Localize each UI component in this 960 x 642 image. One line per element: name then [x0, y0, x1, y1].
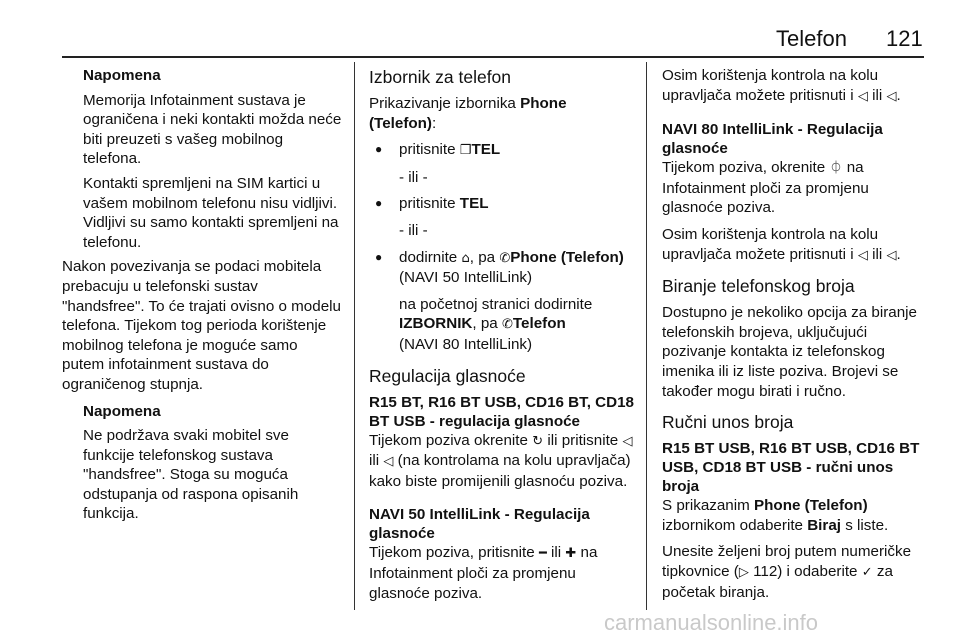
- list-subtext: na početnoj stranici dodirnite IZBORNIK, pa ✆Telefon (NAVI 80 IntelliLink): [399, 295, 593, 353]
- page-reference-icon: ▷: [738, 564, 749, 580]
- volume-down-icon: ◁: [383, 454, 394, 470]
- or-separator: - ili -: [399, 168, 428, 186]
- volume-up-icon: ◁: [857, 247, 868, 263]
- rotary-knob-icon: ⏀: [829, 161, 843, 177]
- note-title: Napomena: [83, 67, 161, 84]
- note-text: Ne podržava svaki mobitel sve funkcije telefonskog sustava "handsfree". Stoga su moguća odstupanja od raspona opisanih funkcija.: [83, 427, 299, 523]
- note-2: [62, 402, 342, 525]
- minus-icon: ━: [538, 546, 547, 562]
- paragraph: S prikazanim Phone (Telefon) izbornikom odaberite Biraj s liste.: [662, 497, 889, 534]
- checkmark-icon: ✓: [861, 564, 873, 580]
- section-heading: Biranje telefonskog broja: [662, 276, 855, 297]
- subsection-heading: R15 BT USB, R16 BT USB, CD16 BT USB, CD18 BT USB - ručni unos broja: [662, 440, 920, 496]
- page-header: [0, 26, 960, 56]
- paragraph: Tijekom poziva, pritisnite ━ ili ✚ na Infotainment ploči za promjenu glasnoće poziva.: [369, 544, 598, 602]
- list-item: ● pritisnite ❒TEL: [369, 140, 634, 161]
- note-text: Memorija Infotainment sustava je ograničena i neki kontakti možda neće biti preuzeti s vašeg mobilnog telefona.: [83, 91, 342, 168]
- subsection-heading: NAVI 50 IntelliLink - Regulacija glasnoće: [369, 506, 590, 543]
- paragraph: Dostupno je nekoliko opcija za biranje telefonskih brojeva, uključujući pozivanje kontakta iz telefonskog imenika ili iz liste poziva. Brojevi se također mogu birati i ručno.: [662, 304, 917, 400]
- phone-button-icon: ❒: [459, 143, 472, 159]
- note-title: Napomena: [83, 402, 161, 420]
- header-rule: [62, 56, 924, 58]
- phone-icon: ✆: [501, 317, 513, 333]
- column-2: [369, 66, 634, 610]
- or-separator: - ili -: [399, 221, 428, 239]
- column-1: [62, 66, 342, 529]
- phone-icon: ✆: [499, 250, 511, 266]
- note-1: [62, 66, 342, 252]
- paragraph: Tijekom poziva, okrenite ⏀ na Infotainment ploči za promjenu glasnoće poziva.: [662, 159, 869, 217]
- watermark: carmanualsonline.info: [604, 610, 819, 635]
- paragraph: Osim korištenja kontrola na kolu upravljača možete pritisnuti i ◁ ili ◁.: [662, 67, 901, 104]
- page-number: 121: [886, 26, 923, 51]
- rotary-knob-icon: ↻: [532, 433, 544, 449]
- home-icon: ⌂: [461, 250, 470, 266]
- volume-down-icon: ◁: [886, 88, 897, 104]
- volume-up-icon: ◁: [622, 433, 633, 449]
- list-item: ● dodirnite ⌂, pa ✆Phone (Telefon) (NAVI 50 IntelliLink): [369, 248, 634, 288]
- column-divider-1: [354, 62, 355, 610]
- section-heading: Ručni unos broja: [662, 412, 794, 433]
- paragraph: Osim korištenja kontrola na kolu upravljača možete pritisnuti i ◁ ili ◁.: [662, 225, 901, 263]
- section-heading: Regulacija glasnoće: [369, 365, 526, 386]
- column-divider-2: [646, 62, 647, 610]
- plus-icon: ✚: [565, 546, 577, 562]
- paragraph: Nakon povezivanja se podaci mobitela prebacuju u telefonski sustav "handsfree". To će trajati ovisno o modelu telefona. Tijekom tog perioda korištenje mobilnog telefona je moguće samo putem infotainment sustava do ograničenog stupnja.: [62, 258, 341, 393]
- paragraph: Tijekom poziva okrenite ↻ ili pritisnite ◁ ili ◁ (na kontrolama na kolu upravljača) kako biste promijenili glasnoću poziva.: [369, 431, 633, 490]
- paragraph: Unesite željeni broj putem numeričke tipkovnice (▷ 112) i odaberite ✓ za početak biranja.: [662, 543, 912, 601]
- column-3: [662, 66, 928, 609]
- list-item: ● pritisnite TEL: [369, 194, 634, 214]
- section-heading: Izbornik za telefon: [369, 67, 512, 87]
- volume-down-icon: ◁: [886, 247, 897, 263]
- volume-up-icon: ◁: [857, 88, 868, 104]
- subsection-heading: R15 BT, R16 BT USB, CD16 BT, CD18 BT USB - regulacija glasnoće: [369, 393, 635, 430]
- page-title: Telefon: [776, 26, 847, 51]
- paragraph: Prikazivanje izbornika Phone (Telefon):: [369, 95, 567, 132]
- subsection-heading: NAVI 80 IntelliLink - Regulacija glasnoće: [662, 121, 883, 158]
- note-text: Kontakti spremljeni na SIM kartici u vašem mobilnom telefonu nisu vidljivi. Vidljivi su samo kontakti spremljeni na telefonu.: [83, 174, 339, 251]
